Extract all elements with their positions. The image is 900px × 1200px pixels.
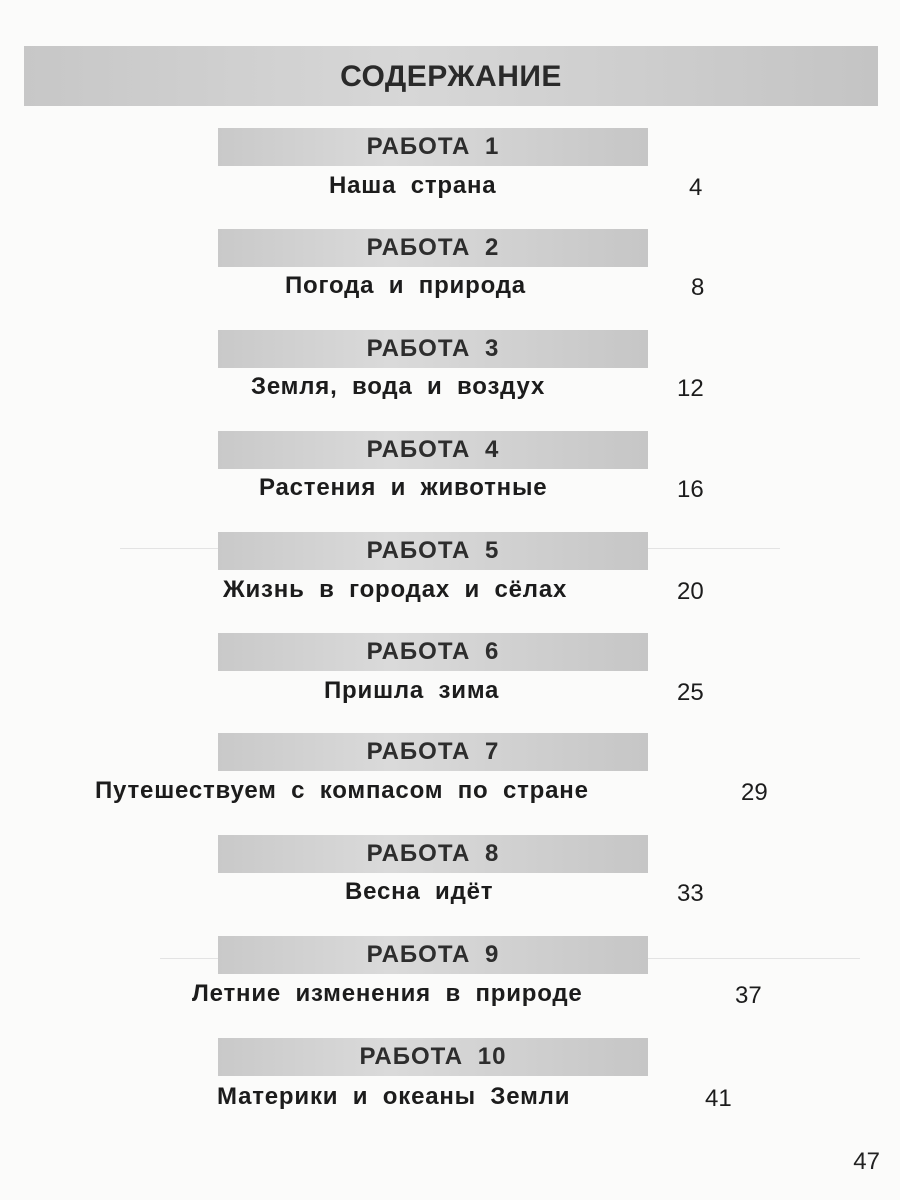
- work-4-page: 16: [677, 476, 704, 503]
- work-2-label: РАБОТА 2: [366, 234, 500, 261]
- work-8-label: РАБОТА 8: [366, 840, 500, 867]
- work-5-label: РАБОТА 5: [366, 537, 500, 564]
- work-8-title: Весна идёт: [345, 878, 494, 905]
- work-7-topic-row: [0, 777, 900, 817]
- work-9-page: 37: [735, 982, 762, 1009]
- work-3-label: РАБОТА 3: [366, 335, 500, 362]
- work-10-page: 41: [705, 1085, 732, 1112]
- work-8-topic-row: [0, 878, 900, 918]
- work-3-topic-row: [0, 373, 900, 413]
- work-10-label: РАБОТА 10: [359, 1043, 507, 1070]
- work-1-label: РАБОТА 1: [366, 133, 500, 160]
- work-5-page: 20: [677, 578, 704, 605]
- work-6-title: Пришла зима: [324, 677, 500, 704]
- work-1-topic-row: [0, 172, 900, 212]
- work-7-title: Путешествуем с компасом по стране: [95, 777, 589, 804]
- work-3-band: [218, 330, 648, 368]
- contents-title-bar: [24, 46, 878, 106]
- work-4-label: РАБОТА 4: [366, 436, 500, 463]
- work-6-band: [218, 633, 648, 671]
- work-7-page: 29: [741, 779, 768, 806]
- work-9-title: Летние изменения в природе: [192, 980, 583, 1007]
- work-4-band: [218, 431, 648, 469]
- work-8-band: [218, 835, 648, 873]
- work-7-band: [218, 733, 648, 771]
- page-title: СОДЕРЖАНИЕ: [340, 60, 562, 93]
- work-8-page: 33: [677, 880, 704, 907]
- work-5-title: Жизнь в городах и сёлах: [223, 576, 568, 603]
- work-5-band: [218, 532, 648, 570]
- work-1-band: [218, 128, 648, 166]
- work-9-label: РАБОТА 9: [366, 941, 500, 968]
- work-6-topic-row: [0, 677, 900, 717]
- work-4-title: Растения и животные: [259, 474, 548, 501]
- footer-page-number: 47: [853, 1148, 880, 1175]
- work-6-label: РАБОТА 6: [366, 638, 500, 665]
- work-5-topic-row: [0, 576, 900, 616]
- work-2-title: Погода и природа: [285, 272, 526, 299]
- work-9-topic-row: [0, 980, 900, 1020]
- work-7-label: РАБОТА 7: [366, 738, 500, 765]
- work-1-page: 4: [689, 174, 703, 201]
- work-1-title: Наша страна: [329, 172, 497, 199]
- work-2-page: 8: [691, 274, 705, 301]
- work-6-page: 25: [677, 679, 704, 706]
- work-10-title: Материки и океаны Земли: [217, 1083, 571, 1110]
- work-3-title: Земля, вода и воздух: [251, 373, 546, 400]
- work-3-page: 12: [677, 375, 704, 402]
- work-4-topic-row: [0, 474, 900, 514]
- work-2-band: [218, 229, 648, 267]
- work-9-band: [218, 936, 648, 974]
- work-10-band: [218, 1038, 648, 1076]
- work-2-topic-row: [0, 272, 900, 312]
- work-10-topic-row: [0, 1083, 900, 1123]
